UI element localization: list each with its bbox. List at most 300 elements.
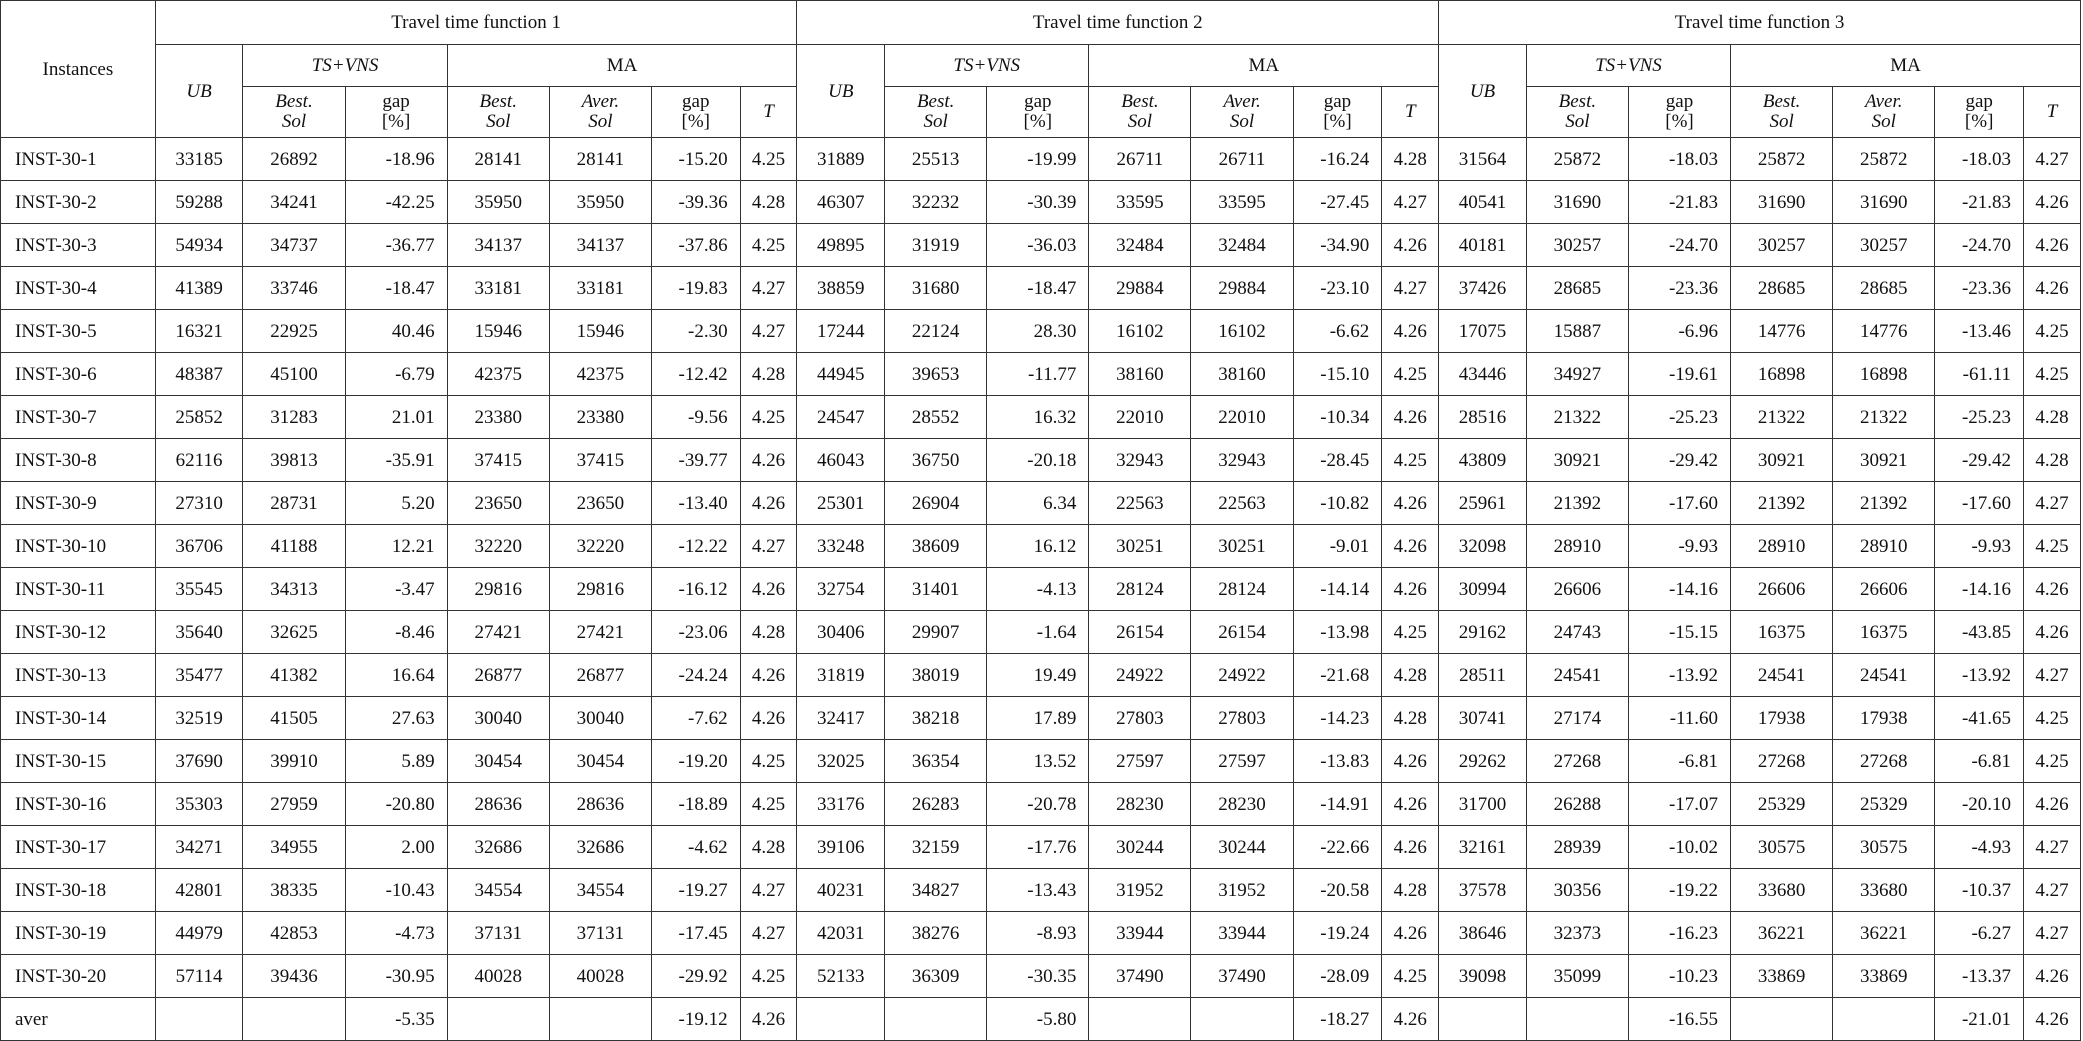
ma-aver-sol-f2-cell: 32484 [1191,224,1293,267]
ma-best-sol-f3-cell: 36221 [1731,912,1833,955]
ts-gap-f2-cell: -4.13 [987,568,1089,611]
ts-best-sol-f2-cell: 31919 [885,224,987,267]
ub-f1-cell: 59288 [155,181,243,224]
t-f3-cell: 4.27 [2024,482,2081,525]
ma-aver-sol-f3-cell: 21322 [1833,396,1935,439]
ma-aver-sol-f2-cell: 24922 [1191,654,1293,697]
ts-best-sol-f3-cell: 24541 [1526,654,1628,697]
ts-gap-f3-cell: -13.92 [1628,654,1730,697]
ma-gap-f2-cell: -15.10 [1293,353,1382,396]
ub-f2-cell: 33176 [797,783,885,826]
ub-f2-cell: 52133 [797,955,885,998]
ma-best-sol-f2-cell: 30251 [1089,525,1191,568]
ts-gap-f1-cell: -30.95 [345,955,447,998]
ub-f1-cell: 44979 [155,912,243,955]
ts-gap-f3-cell: -10.23 [1628,955,1730,998]
ts-gap-f2-cell: 17.89 [987,697,1089,740]
ma-best-sol-f3-cell: 30257 [1731,224,1833,267]
table-row [1,353,2081,396]
ts-gap-f1-cell: -6.79 [345,353,447,396]
ub-f1-cell: 37690 [155,740,243,783]
ts-best-sol-f3-cell [1526,998,1628,1041]
ma-gap-f3-cell: -4.93 [1935,826,2024,869]
ma-best-sol-f2-cell: 26154 [1089,611,1191,654]
ts-gap-f2-cell: -20.18 [987,439,1089,482]
ma-gap-f1-cell: -39.77 [651,439,740,482]
ma-gap-f3-cell: -20.10 [1935,783,2024,826]
ts-best-sol-f1-cell [243,998,345,1041]
ma-best-sol-f1-cell: 23380 [447,396,549,439]
ma-gap-f2-cell: -10.34 [1293,396,1382,439]
ma-gap-f2-cell: -14.91 [1293,783,1382,826]
ma-gap-f2-cell: -27.45 [1293,181,1382,224]
ma-aver-sol-f1-cell: 27421 [549,611,651,654]
ts-best-sol-f2-cell: 36354 [885,740,987,783]
gap-ma-label-line2: [%] [681,111,710,132]
ts-gap-f2-cell: -1.64 [987,611,1089,654]
ma-aver-sol-f2-cell: 27597 [1191,740,1293,783]
best-sol-ts-header-f2 [885,87,987,138]
ma-gap-f1-cell: -24.24 [651,654,740,697]
t-f3-cell: 4.26 [2024,611,2081,654]
ub-f3-cell: 28516 [1439,396,1527,439]
ma-best-sol-f2-cell: 29884 [1089,267,1191,310]
table-row [1,181,2081,224]
table-row [1,138,2081,181]
aver-sol-ma-label-line1: Aver. [1223,91,1261,112]
ts-gap-f3-cell: -6.96 [1628,310,1730,353]
ma-aver-sol-f3-cell: 21392 [1833,482,1935,525]
gap-ts-label-line1: gap [382,91,410,112]
t-f1-cell: 4.26 [740,439,797,482]
ts-best-sol-f1-cell: 45100 [243,353,345,396]
instance-name: INST-30-18 [1,869,156,912]
ts-gap-f1-cell: 40.46 [345,310,447,353]
ma-aver-sol-f1-cell: 28636 [549,783,651,826]
ts-gap-f3-cell: -17.07 [1628,783,1730,826]
t-f1-cell: 4.26 [740,998,797,1041]
t-f1-cell: 4.27 [740,267,797,310]
ma-gap-f3-cell: -6.81 [1935,740,2024,783]
table-body [1,138,2081,1041]
t-f2-cell: 4.26 [1382,912,1439,955]
ma-gap-f3-cell: -13.46 [1935,310,2024,353]
ma-best-sol-f2-cell: 24922 [1089,654,1191,697]
ma-gap-f1-cell: -19.27 [651,869,740,912]
ts-best-sol-f1-cell: 32625 [243,611,345,654]
ub-f3-cell: 43446 [1439,353,1527,396]
ub-f3-cell: 28511 [1439,654,1527,697]
ma-gap-f3-cell: -13.37 [1935,955,2024,998]
ma-aver-sol-f2-cell: 28124 [1191,568,1293,611]
instances-header: Instances [1,1,156,138]
best-sol-ma-label-line1: Best. [479,91,517,112]
function-2-header: Travel time function 2 [797,1,1439,45]
t-f3-cell: 4.28 [2024,396,2081,439]
t-f2-cell: 4.25 [1382,611,1439,654]
ma-aver-sol-f3-cell: 36221 [1833,912,1935,955]
aver-sol-ma-header-f2 [1191,87,1293,138]
instance-name: INST-30-3 [1,224,156,267]
ma-best-sol-f3-cell [1731,998,1833,1041]
ts-best-sol-f2-cell: 38218 [885,697,987,740]
t-header-f1: T [740,87,797,138]
ma-aver-sol-f1-cell: 42375 [549,353,651,396]
ub-f1-cell: 35545 [155,568,243,611]
ts-best-sol-f2-cell [885,998,987,1041]
table-row [1,783,2081,826]
ma-best-sol-f2-cell: 32943 [1089,439,1191,482]
table-row [1,310,2081,353]
ub-f1-cell: 35303 [155,783,243,826]
ub-f2-cell: 30406 [797,611,885,654]
aver-sol-ma-header-f3 [1833,87,1935,138]
ma-gap-f3-cell: -21.01 [1935,998,2024,1041]
ma-gap-f2-cell: -9.01 [1293,525,1382,568]
ma-aver-sol-f3-cell: 25329 [1833,783,1935,826]
instance-name: INST-30-8 [1,439,156,482]
ma-aver-sol-f1-cell: 30454 [549,740,651,783]
ma-gap-f1-cell: -18.89 [651,783,740,826]
ts-best-sol-f3-cell: 34927 [1526,353,1628,396]
ma-aver-sol-f2-cell: 29884 [1191,267,1293,310]
t-f3-cell: 4.26 [2024,998,2081,1041]
ub-f2-cell: 42031 [797,912,885,955]
ma-best-sol-f3-cell: 33680 [1731,869,1833,912]
ma-aver-sol-f2-cell: 26711 [1191,138,1293,181]
ts-gap-f3-cell: -23.36 [1628,267,1730,310]
ma-best-sol-f2-cell [1089,998,1191,1041]
ts-gap-f3-cell: -6.81 [1628,740,1730,783]
ub-f2-cell: 24547 [797,396,885,439]
ma-aver-sol-f3-cell: 26606 [1833,568,1935,611]
t-f2-cell: 4.26 [1382,224,1439,267]
t-f1-cell: 4.27 [740,310,797,353]
ts-gap-f1-cell: -36.77 [345,224,447,267]
ma-best-sol-f1-cell: 40028 [447,955,549,998]
t-f2-cell: 4.25 [1382,353,1439,396]
ts-best-sol-f3-cell: 21392 [1526,482,1628,525]
table-row [1,396,2081,439]
aver-sol-ma-label-line2: Sol [1229,111,1255,132]
ts-best-sol-f3-cell: 30257 [1526,224,1628,267]
gap-ma-header-f3 [1935,87,2024,138]
gap-ts-label-line1: gap [1665,91,1694,112]
gap-ma-label-line1: gap [1323,91,1352,112]
ub-f3-cell: 43809 [1439,439,1527,482]
ub-f1-cell [155,998,243,1041]
ma-gap-f2-cell: -10.82 [1293,482,1382,525]
ma-best-sol-f3-cell: 28910 [1731,525,1833,568]
ma-aver-sol-f1-cell: 37131 [549,912,651,955]
ma-best-sol-f2-cell: 28124 [1089,568,1191,611]
ts-best-sol-f3-cell: 24743 [1526,611,1628,654]
ts-gap-f1-cell: 27.63 [345,697,447,740]
ma-best-sol-f3-cell: 16898 [1731,353,1833,396]
ts-vns-header-f1: TS+VNS [243,45,447,87]
ub-f2-cell [797,998,885,1041]
t-f2-cell: 4.25 [1382,439,1439,482]
ma-aver-sol-f1-cell: 32220 [549,525,651,568]
ma-aver-sol-f2-cell: 37490 [1191,955,1293,998]
ts-gap-f2-cell: -30.35 [987,955,1089,998]
ma-aver-sol-f1-cell: 29816 [549,568,651,611]
instance-name: INST-30-4 [1,267,156,310]
ub-f3-cell: 39098 [1439,955,1527,998]
ub-f1-cell: 32519 [155,697,243,740]
ub-f3-cell: 38646 [1439,912,1527,955]
ub-f3-cell: 40541 [1439,181,1527,224]
ma-gap-f1-cell: -39.36 [651,181,740,224]
ma-aver-sol-f3-cell: 30575 [1833,826,1935,869]
ma-aver-sol-f3-cell: 30257 [1833,224,1935,267]
ub-f2-cell: 32417 [797,697,885,740]
gap-ma-label-line1: gap [682,91,710,112]
table-row [1,654,2081,697]
ma-aver-sol-f1-cell: 30040 [549,697,651,740]
t-f1-cell: 4.25 [740,783,797,826]
ub-f1-cell: 36706 [155,525,243,568]
gap-ma-header-f1 [651,87,740,138]
ma-gap-f3-cell: -17.60 [1935,482,2024,525]
ma-aver-sol-f2-cell: 22010 [1191,396,1293,439]
ma-aver-sol-f1-cell: 28141 [549,138,651,181]
ts-best-sol-f1-cell: 34955 [243,826,345,869]
ub-f2-cell: 49895 [797,224,885,267]
ts-best-sol-f2-cell: 38276 [885,912,987,955]
ma-gap-f1-cell: -12.22 [651,525,740,568]
t-f1-cell: 4.25 [740,224,797,267]
ma-best-sol-f1-cell: 35950 [447,181,549,224]
ts-gap-f1-cell: 16.64 [345,654,447,697]
best-sol-ma-label-line1: Best. [1121,91,1159,112]
ma-aver-sol-f3-cell: 33869 [1833,955,1935,998]
ub-f3-cell: 29262 [1439,740,1527,783]
t-f3-cell: 4.26 [2024,783,2081,826]
t-f3-cell: 4.27 [2024,138,2081,181]
ma-best-sol-f3-cell: 14776 [1731,310,1833,353]
ma-best-sol-f2-cell: 26711 [1089,138,1191,181]
t-f1-cell: 4.26 [740,654,797,697]
instance-name: INST-30-9 [1,482,156,525]
best-sol-ts-header-f1 [243,87,345,138]
ub-f2-cell: 33248 [797,525,885,568]
ma-aver-sol-f1-cell: 35950 [549,181,651,224]
ma-gap-f1-cell: -15.20 [651,138,740,181]
ma-aver-sol-f2-cell: 26154 [1191,611,1293,654]
t-f1-cell: 4.25 [740,740,797,783]
ts-best-sol-f1-cell: 41505 [243,697,345,740]
ts-gap-f1-cell: -18.47 [345,267,447,310]
t-f1-cell: 4.26 [740,482,797,525]
gap-ts-label-line2: [%] [1665,111,1694,132]
t-f3-cell: 4.27 [2024,912,2081,955]
ts-best-sol-f3-cell: 26288 [1526,783,1628,826]
ts-best-sol-f3-cell: 32373 [1526,912,1628,955]
ts-gap-f3-cell: -10.02 [1628,826,1730,869]
ub-f2-cell: 17244 [797,310,885,353]
t-f3-cell: 4.25 [2024,740,2081,783]
ts-best-sol-f1-cell: 41382 [243,654,345,697]
ts-gap-f2-cell: -18.47 [987,267,1089,310]
table-row [1,525,2081,568]
ts-best-sol-f3-cell: 28910 [1526,525,1628,568]
t-f1-cell: 4.28 [740,353,797,396]
ts-best-sol-f2-cell: 36309 [885,955,987,998]
ma-gap-f2-cell: -16.24 [1293,138,1382,181]
ts-best-sol-f2-cell: 26904 [885,482,987,525]
ts-gap-f2-cell: 6.34 [987,482,1089,525]
ts-best-sol-f2-cell: 31680 [885,267,987,310]
ts-best-sol-f2-cell: 38609 [885,525,987,568]
ma-best-sol-f1-cell: 30040 [447,697,549,740]
ma-best-sol-f3-cell: 21322 [1731,396,1833,439]
ma-aver-sol-f3-cell: 16375 [1833,611,1935,654]
ma-best-sol-f1-cell: 34554 [447,869,549,912]
best-sol-ma-header-f1 [447,87,549,138]
ma-gap-f1-cell: -23.06 [651,611,740,654]
ma-best-sol-f2-cell: 27597 [1089,740,1191,783]
best-sol-ma-header-f2 [1089,87,1191,138]
ub-f2-cell: 31889 [797,138,885,181]
ts-gap-f2-cell: 28.30 [987,310,1089,353]
ma-aver-sol-f2-cell: 30244 [1191,826,1293,869]
ts-best-sol-f1-cell: 26892 [243,138,345,181]
table-row [1,740,2081,783]
table-row [1,955,2081,998]
function-3-header: Travel time function 3 [1439,1,2081,45]
ma-aver-sol-f2-cell: 30251 [1191,525,1293,568]
ma-aver-sol-f3-cell: 24541 [1833,654,1935,697]
ts-best-sol-f2-cell: 32232 [885,181,987,224]
ma-aver-sol-f1-cell: 34137 [549,224,651,267]
best-sol-ts-label-line2: Sol [281,111,307,132]
ma-best-sol-f1-cell: 27421 [447,611,549,654]
ma-gap-f1-cell: -19.20 [651,740,740,783]
ma-aver-sol-f2-cell: 28230 [1191,783,1293,826]
ts-gap-f2-cell: -13.43 [987,869,1089,912]
ts-gap-f3-cell: -18.03 [1628,138,1730,181]
ts-gap-f1-cell: -8.46 [345,611,447,654]
aver-sol-ma-header-f1 [549,87,651,138]
ma-header-f3: MA [1731,45,2081,87]
t-f1-cell: 4.28 [740,611,797,654]
t-f3-cell: 4.26 [2024,955,2081,998]
ts-best-sol-f1-cell: 39813 [243,439,345,482]
ma-aver-sol-f3-cell: 31690 [1833,181,1935,224]
ma-aver-sol-f1-cell: 34554 [549,869,651,912]
ts-best-sol-f3-cell: 25872 [1526,138,1628,181]
ma-best-sol-f3-cell: 25329 [1731,783,1833,826]
ma-gap-f1-cell: -9.56 [651,396,740,439]
ma-best-sol-f1-cell: 23650 [447,482,549,525]
ma-aver-sol-f3-cell: 25872 [1833,138,1935,181]
t-f3-cell: 4.27 [2024,654,2081,697]
ma-gap-f3-cell: -18.03 [1935,138,2024,181]
ts-best-sol-f3-cell: 27174 [1526,697,1628,740]
t-f2-cell: 4.28 [1382,654,1439,697]
ub-f2-cell: 40231 [797,869,885,912]
ts-best-sol-f1-cell: 22925 [243,310,345,353]
ts-gap-f1-cell: -10.43 [345,869,447,912]
ma-aver-sol-f1-cell: 23650 [549,482,651,525]
ma-best-sol-f3-cell: 28685 [1731,267,1833,310]
ts-best-sol-f1-cell: 31283 [243,396,345,439]
t-f3-cell: 4.27 [2024,826,2081,869]
t-f2-cell: 4.26 [1382,783,1439,826]
instance-name: INST-30-12 [1,611,156,654]
ma-aver-sol-f2-cell: 33595 [1191,181,1293,224]
ts-gap-f3-cell: -14.16 [1628,568,1730,611]
ts-best-sol-f3-cell: 27268 [1526,740,1628,783]
ts-gap-f2-cell: -11.77 [987,353,1089,396]
ts-best-sol-f1-cell: 33746 [243,267,345,310]
t-f1-cell: 4.28 [740,826,797,869]
ub-f1-cell: 25852 [155,396,243,439]
t-header-f2: T [1382,87,1439,138]
instance-name: INST-30-13 [1,654,156,697]
ub-f2-cell: 46307 [797,181,885,224]
ma-aver-sol-f1-cell: 37415 [549,439,651,482]
ts-gap-f3-cell: -16.55 [1628,998,1730,1041]
ma-gap-f2-cell: -14.23 [1293,697,1382,740]
ma-best-sol-f1-cell: 33181 [447,267,549,310]
ts-best-sol-f2-cell: 31401 [885,568,987,611]
ma-best-sol-f1-cell: 28141 [447,138,549,181]
ub-f3-cell: 32098 [1439,525,1527,568]
ma-best-sol-f2-cell: 22010 [1089,396,1191,439]
ts-gap-f2-cell: 13.52 [987,740,1089,783]
t-f2-cell: 4.27 [1382,181,1439,224]
ma-gap-f3-cell: -24.70 [1935,224,2024,267]
t-f1-cell: 4.25 [740,396,797,439]
ts-best-sol-f2-cell: 22124 [885,310,987,353]
best-sol-ma-label-line2: Sol [1127,111,1153,132]
ma-aver-sol-f1-cell: 15946 [549,310,651,353]
ts-gap-f2-cell: 16.32 [987,396,1089,439]
instance-name: INST-30-2 [1,181,156,224]
t-f3-cell: 4.26 [2024,181,2081,224]
ma-gap-f3-cell: -10.37 [1935,869,2024,912]
t-f1-cell: 4.25 [740,138,797,181]
ma-best-sol-f3-cell: 17938 [1731,697,1833,740]
ub-header-f3: UB [1439,45,1527,138]
ma-best-sol-f1-cell: 32220 [447,525,549,568]
t-f3-cell: 4.27 [2024,869,2081,912]
ts-gap-f3-cell: -17.60 [1628,482,1730,525]
t-f1-cell: 4.27 [740,912,797,955]
best-sol-ts-header-f3 [1526,87,1628,138]
ma-gap-f2-cell: -14.14 [1293,568,1382,611]
ts-best-sol-f1-cell: 34737 [243,224,345,267]
gap-ts-label-line1: gap [1024,91,1052,112]
aver-sol-ma-label-line2: Sol [588,111,613,132]
ub-f1-cell: 33185 [155,138,243,181]
table-row [1,826,2081,869]
ma-best-sol-f3-cell: 33869 [1731,955,1833,998]
ub-f2-cell: 25301 [797,482,885,525]
ma-best-sol-f1-cell: 37131 [447,912,549,955]
ma-best-sol-f2-cell: 27803 [1089,697,1191,740]
ts-gap-f3-cell: -9.93 [1628,525,1730,568]
ma-aver-sol-f2-cell: 38160 [1191,353,1293,396]
ts-best-sol-f2-cell: 38019 [885,654,987,697]
gap-ma-label-line2: [%] [1964,111,1994,132]
ub-f1-cell: 35640 [155,611,243,654]
gap-ts-label-line2: [%] [381,111,411,132]
ma-best-sol-f3-cell: 26606 [1731,568,1833,611]
instance-name: INST-30-20 [1,955,156,998]
